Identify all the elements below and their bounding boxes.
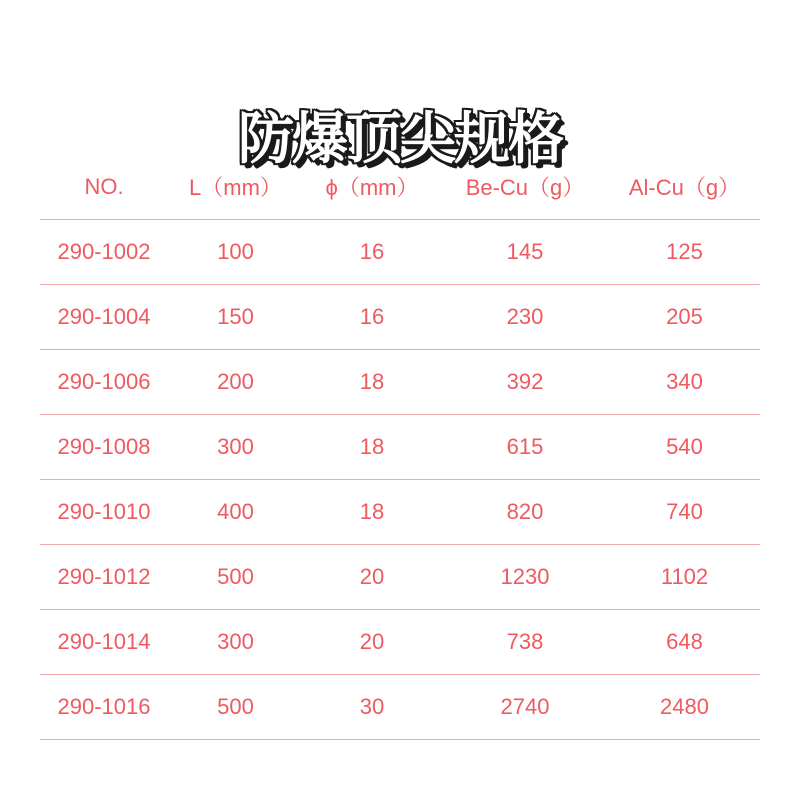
cell-no: 290-1004 (40, 284, 168, 349)
table-row (40, 479, 760, 544)
cell-diameter: 18 (303, 349, 441, 414)
header-diameter: ϕ（mm） (303, 155, 441, 219)
cell-diameter: 20 (303, 544, 441, 609)
cell-no: 290-1002 (40, 219, 168, 284)
cell-length: 300 (168, 414, 303, 479)
cell-al-cu: 125 (609, 219, 760, 284)
header-length: L（mm） (168, 155, 303, 219)
table-row (40, 284, 760, 349)
table-row (40, 349, 760, 414)
cell-length: 400 (168, 479, 303, 544)
cell-diameter: 16 (303, 284, 441, 349)
cell-al-cu: 540 (609, 414, 760, 479)
cell-al-cu: 340 (609, 349, 760, 414)
page-title: 防爆顶尖规格 (238, 106, 562, 172)
table-row (40, 674, 760, 739)
cell-al-cu: 2480 (609, 674, 760, 739)
table-row (40, 414, 760, 479)
cell-be-cu: 615 (441, 414, 609, 479)
cell-be-cu: 145 (441, 219, 609, 284)
cell-length: 500 (168, 544, 303, 609)
cell-length: 500 (168, 674, 303, 739)
cell-be-cu: 820 (441, 479, 609, 544)
cell-length: 200 (168, 349, 303, 414)
cell-diameter: 18 (303, 479, 441, 544)
cell-no: 290-1012 (40, 544, 168, 609)
cell-be-cu: 1230 (441, 544, 609, 609)
cell-al-cu: 205 (609, 284, 760, 349)
header-al-cu-weight: Al-Cu（g） (609, 155, 760, 219)
cell-diameter: 20 (303, 609, 441, 674)
cell-no: 290-1006 (40, 349, 168, 414)
cell-length: 100 (168, 219, 303, 284)
cell-no: 290-1016 (40, 674, 168, 739)
header-no: NO. (40, 155, 168, 219)
cell-al-cu: 740 (609, 479, 760, 544)
table-row (40, 219, 760, 284)
spec-table (40, 155, 760, 740)
header-be-cu-weight: Be-Cu（g） (441, 155, 609, 219)
table-row (40, 544, 760, 609)
table-row (40, 609, 760, 674)
cell-no: 290-1014 (40, 609, 168, 674)
cell-diameter: 30 (303, 674, 441, 739)
table-header-row (40, 155, 760, 219)
cell-no: 290-1008 (40, 414, 168, 479)
cell-diameter: 18 (303, 414, 441, 479)
cell-length: 300 (168, 609, 303, 674)
cell-diameter: 16 (303, 219, 441, 284)
cell-length: 150 (168, 284, 303, 349)
cell-al-cu: 648 (609, 609, 760, 674)
cell-be-cu: 2740 (441, 674, 609, 739)
cell-be-cu: 738 (441, 609, 609, 674)
cell-al-cu: 1102 (609, 544, 760, 609)
cell-be-cu: 230 (441, 284, 609, 349)
cell-no: 290-1010 (40, 479, 168, 544)
cell-be-cu: 392 (441, 349, 609, 414)
